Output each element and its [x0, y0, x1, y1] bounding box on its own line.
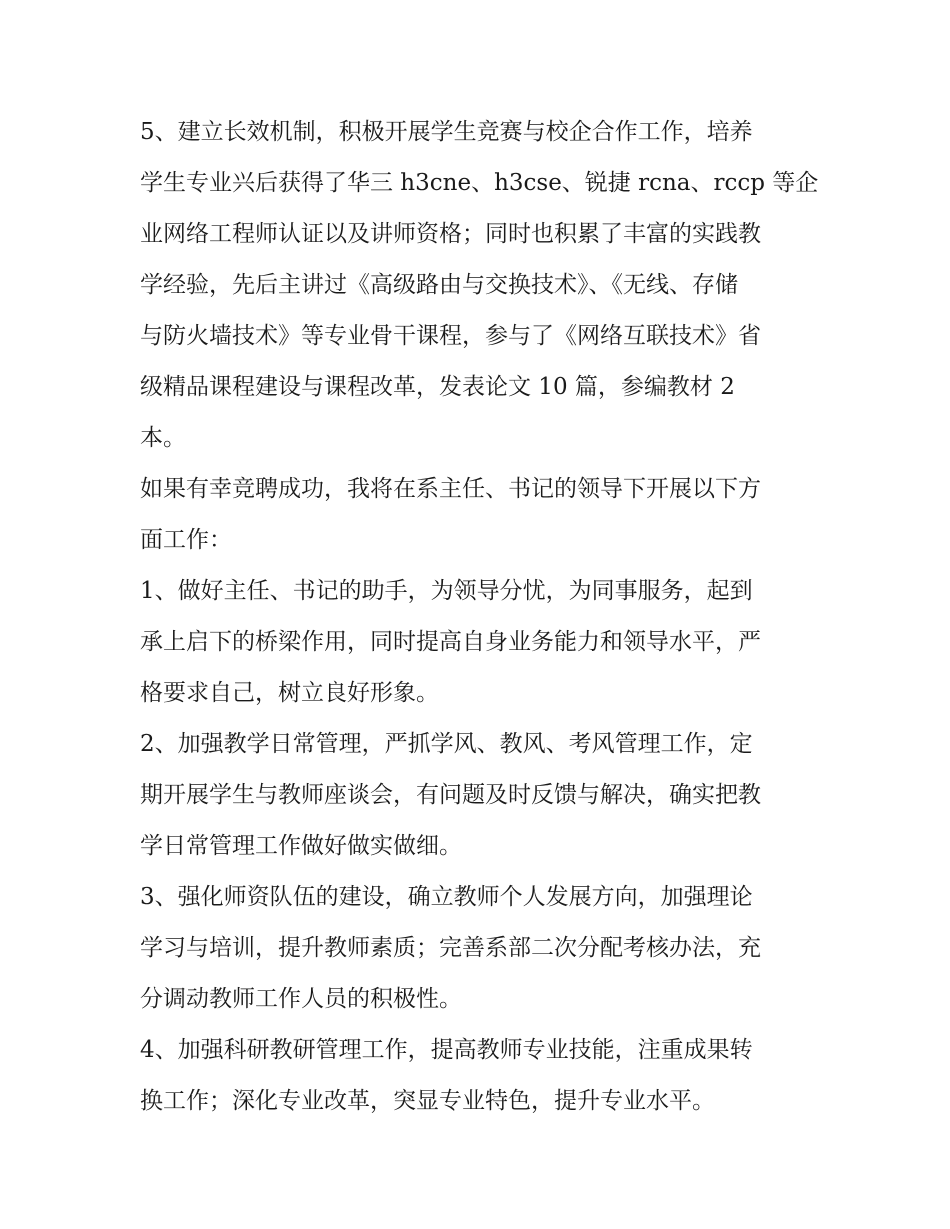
text-line: 本。 — [140, 425, 186, 451]
text-line: 5、建立长效机制，积极开展学生竞赛与校企合作工作，培养 — [140, 119, 753, 145]
text-line: 换工作；深化专业改革，突显专业特色，提升专业水平。 — [140, 1088, 715, 1114]
text-line: 业网络工程师认证以及讲师资格；同时也积累了丰富的实践教 — [140, 221, 761, 247]
text-line: 学经验，先后主讲过《高级路由与交换技术》、《无线、存储 — [140, 272, 738, 298]
text-line: 期开展学生与教师座谈会，有问题及时反馈与解决，确实把教 — [140, 782, 761, 808]
text-line: 级精品课程建设与课程改革，发表论文 10 篇，参编教材 2 — [140, 374, 735, 400]
text-line: 4、加强科研教研管理工作，提高教师专业技能，注重成果转 — [140, 1037, 753, 1063]
text-line: 格要求自己，树立良好形象。 — [140, 680, 439, 706]
text-line: 如果有幸竞聘成功，我将在系主任、书记的领导下开展以下方 — [140, 476, 761, 502]
text-line: 面工作： — [140, 527, 232, 553]
text-line: 承上启下的桥梁作用，同时提高自身业务能力和领导水平，严 — [140, 629, 761, 655]
text-line: 3、强化师资队伍的建设，确立教师个人发展方向，加强理论 — [140, 884, 753, 910]
text-line: 1、做好主任、书记的助手，为领导分忧，为同事服务，起到 — [140, 578, 753, 604]
text-line: 学日常管理工作做好做实做细。 — [140, 833, 462, 859]
text-line: 与防火墙技术》等专业骨干课程，参与了《网络互联技术》省 — [140, 323, 761, 349]
text-line: 分调动教师工作人员的积极性。 — [140, 986, 462, 1012]
text-line: 学习与培训，提升教师素质；完善系部二次分配考核办法，充 — [140, 935, 761, 961]
text-line: 2、加强教学日常管理，严抓学风、教风、考风管理工作，定 — [140, 731, 753, 757]
body-text — [140, 107, 830, 1127]
text-line: 学生专业兴后获得了华三 h3cne、h3cse、锐捷 rcna、rccp 等企 — [140, 170, 819, 196]
